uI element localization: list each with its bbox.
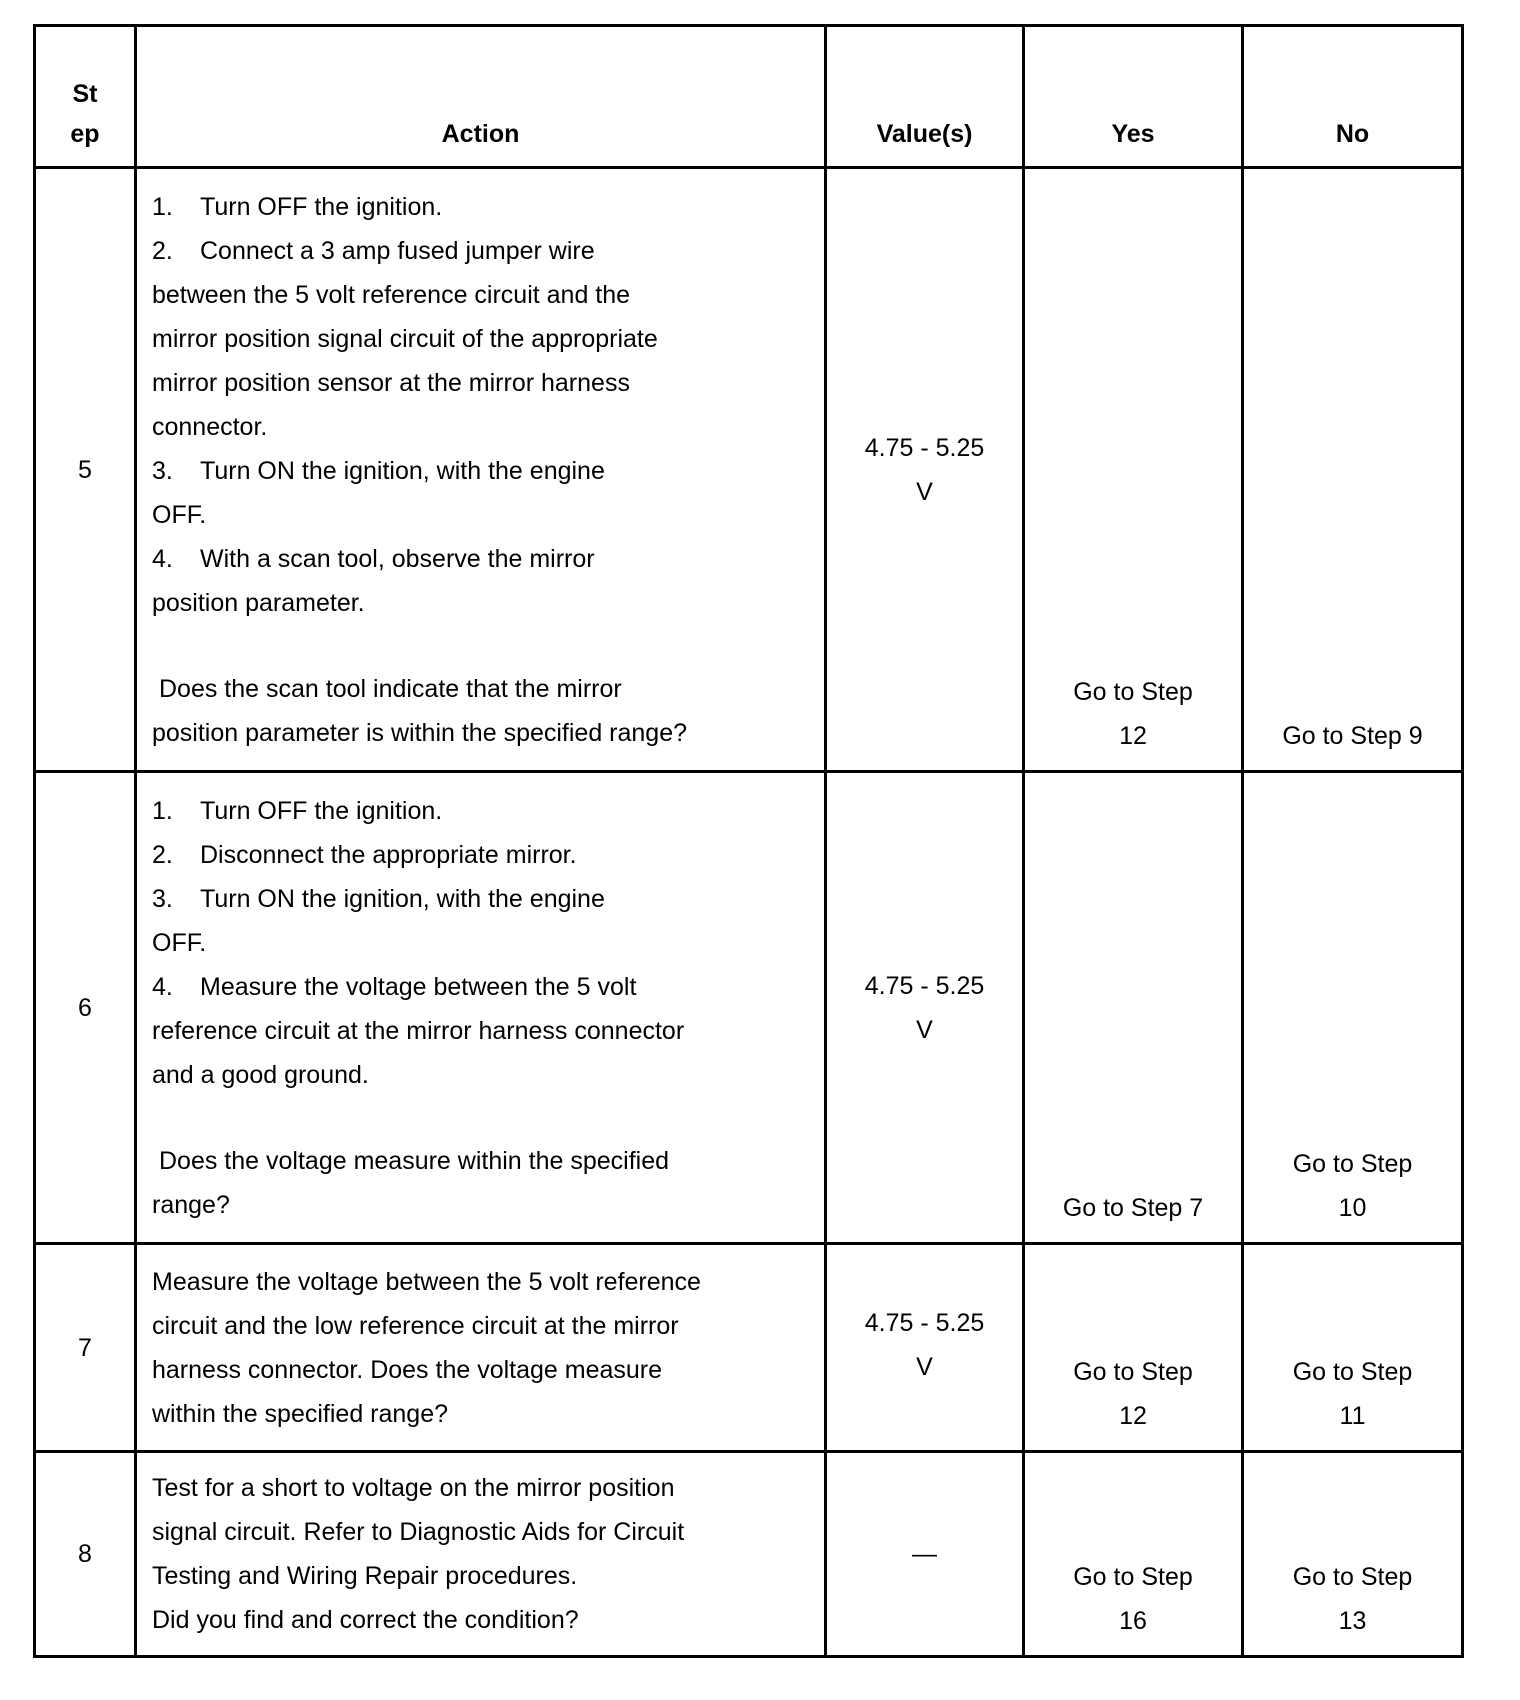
yes-cell: Go to Step 7	[1024, 772, 1243, 1244]
action-line: 4. With a scan tool, observe the mirror	[152, 544, 595, 573]
action-line: signal circuit. Refer to Diagnostic Aids for Circuit	[152, 1518, 685, 1546]
table-row	[35, 1452, 1463, 1657]
action-line: Test for a short to voltage on the mirror position	[152, 1474, 675, 1502]
yes-cell: Go to Step 16	[1024, 1452, 1243, 1657]
yes-cell: Go to Step 12	[1024, 1244, 1243, 1452]
step-number: 7	[35, 1244, 136, 1452]
action-line: 3. Turn ON the ignition, with the engine	[152, 456, 605, 485]
action-question: Does the scan tool indicate that the mirror	[159, 674, 622, 703]
action-line: 1. Turn OFF the ignition.	[152, 796, 443, 825]
header-no: No	[1243, 26, 1463, 168]
action-cell	[136, 772, 826, 1244]
action-line: between the 5 volt reference circuit and the	[152, 280, 631, 309]
action-line: OFF.	[152, 928, 207, 957]
action-cell	[136, 168, 826, 772]
action-line: OFF.	[152, 500, 207, 529]
action-line: harness connector. Does the voltage measure	[152, 1355, 663, 1384]
header-yes: Yes	[1024, 26, 1243, 168]
value-cell: 4.75 - 5.25 V	[826, 168, 1024, 772]
action-cell	[136, 1244, 826, 1452]
step-number: 8	[35, 1452, 136, 1657]
no-cell: Go to Step 13	[1243, 1452, 1463, 1657]
step-number: 5	[35, 168, 136, 772]
action-line: 4. Measure the voltage between the 5 volt	[152, 972, 637, 1001]
action-line: Testing and Wiring Repair procedures.	[152, 1562, 578, 1590]
action-line: position parameter.	[152, 588, 365, 617]
action-cell	[136, 1452, 826, 1657]
no-cell: Go to Step 9	[1243, 168, 1463, 772]
diagnostic-table	[33, 24, 1464, 1658]
no-cell: Go to Step 10	[1243, 772, 1463, 1244]
value-cell: 4.75 - 5.25 V	[826, 1244, 1024, 1452]
action-line: mirror position signal circuit of the appropriate	[152, 324, 658, 353]
no-cell: Go to Step 11	[1243, 1244, 1463, 1452]
yes-cell: Go to Step 12	[1024, 168, 1243, 772]
action-line: 2. Disconnect the appropriate mirror.	[152, 840, 577, 869]
value-cell: —	[826, 1452, 1024, 1657]
table-row	[35, 168, 1463, 772]
action-line: Did you find and correct the condition?	[152, 1606, 579, 1634]
action-line: circuit and the low reference circuit at the mirror	[152, 1311, 679, 1340]
table-row	[35, 772, 1463, 1244]
header-action: Action	[136, 26, 826, 168]
action-line: Measure the voltage between the 5 volt reference	[152, 1267, 701, 1296]
header-row	[35, 26, 1463, 168]
action-line: connector.	[152, 412, 268, 441]
action-line: reference circuit at the mirror harness connector	[152, 1016, 685, 1045]
table-row	[35, 1244, 1463, 1452]
action-line: mirror position sensor at the mirror harness	[152, 368, 630, 397]
action-question: range?	[152, 1190, 230, 1219]
value-cell: 4.75 - 5.25 V	[826, 772, 1024, 1244]
action-line: 3. Turn ON the ignition, with the engine	[152, 884, 605, 913]
header-step: St ep	[35, 26, 136, 168]
action-line: and a good ground.	[152, 1060, 369, 1089]
action-line: 1. Turn OFF the ignition.	[152, 192, 443, 221]
action-question: Does the voltage measure within the specified	[159, 1146, 670, 1175]
action-line: 2. Connect a 3 amp fused jumper wire	[152, 236, 595, 265]
step-number: 6	[35, 772, 136, 1244]
action-question: position parameter is within the specified range?	[152, 718, 688, 747]
action-line: within the specified range?	[152, 1399, 449, 1428]
header-values: Value(s)	[826, 26, 1024, 168]
